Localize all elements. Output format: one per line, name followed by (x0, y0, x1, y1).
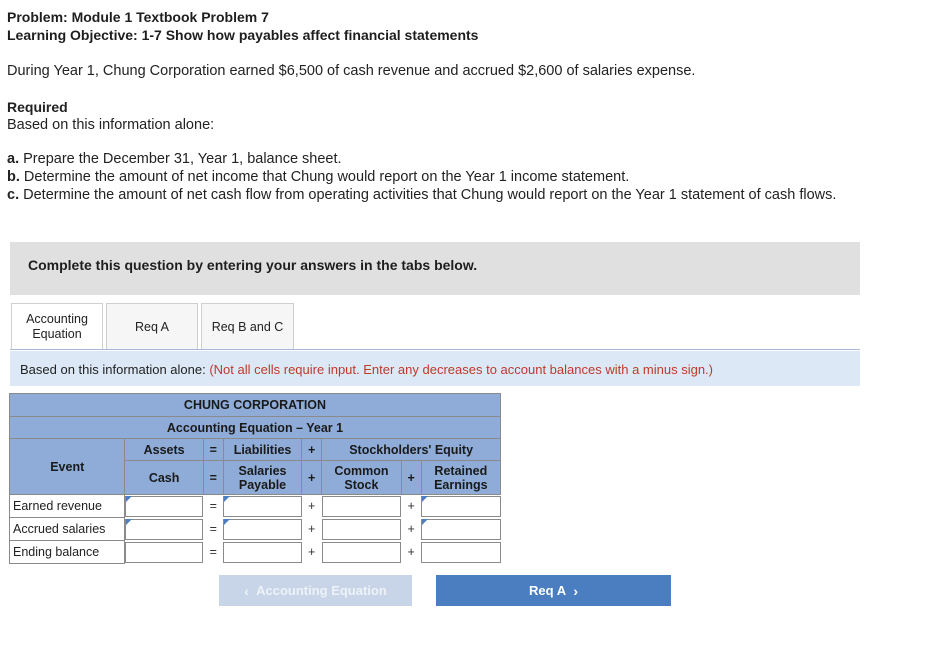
info-lead: Based on this information alone: (20, 362, 210, 377)
row-label: Earned revenue (10, 495, 125, 518)
plus-sign: + (401, 518, 421, 541)
cash-input[interactable] (125, 519, 203, 540)
prev-tab-button[interactable] (219, 575, 412, 606)
retained-earnings-input[interactable] (421, 542, 500, 563)
row-label: Accrued salaries (10, 518, 125, 541)
tab-label-line2: Equation (32, 326, 82, 341)
chevron-left-icon: ‹ (244, 582, 249, 599)
retained-earnings-input[interactable] (421, 496, 500, 517)
requirement-letter: a. (7, 151, 20, 167)
learning-objective: Learning Objective: 1-7 Show how payables affect financial statements (7, 27, 479, 43)
requirement-text: Determine the amount of net income that Chung would report on the Year 1 income statement. (23, 169, 630, 185)
salaries-payable-input[interactable] (223, 519, 301, 540)
table-row (10, 495, 501, 518)
retained-earnings-input[interactable] (421, 519, 500, 540)
tab-req-a[interactable] (106, 303, 198, 349)
table-row (10, 518, 501, 541)
equals-sign: = (203, 518, 223, 541)
cell-marker-icon (422, 496, 428, 502)
required-subtitle: Based on this information alone: (7, 117, 215, 133)
cell-marker-icon (126, 496, 132, 502)
equals-sign: = (203, 439, 223, 461)
common-stock-input[interactable] (322, 542, 401, 563)
accounting-equation-table (9, 393, 501, 564)
common-stock-input[interactable] (322, 519, 401, 540)
cash-input[interactable] (125, 542, 203, 563)
cell-marker-icon (126, 519, 132, 525)
header-line: Earnings (434, 477, 488, 492)
required-heading: Required (7, 99, 68, 115)
cash-input[interactable] (125, 496, 203, 517)
info-bar (10, 351, 860, 386)
table-subtitle: Accounting Equation – Year 1 (10, 417, 501, 439)
common-stock-header (322, 461, 401, 495)
liabilities-header: Liabilities (223, 439, 301, 461)
salaries-payable-input[interactable] (223, 542, 301, 563)
header-line: Payable (238, 477, 287, 492)
header-line: Salaries (238, 463, 287, 478)
info-note: (Not all cells require input. Enter any decreases to account balances with a minus sign.) (209, 362, 713, 377)
plus-sign: + (401, 495, 421, 518)
next-button-label: Req A (529, 583, 567, 598)
equals-sign: = (203, 495, 223, 518)
tab-divider (10, 349, 860, 350)
tab-accounting-equation[interactable] (11, 303, 103, 349)
requirement-letter: b. (7, 169, 20, 185)
tab-label-line1: Accounting (26, 311, 88, 326)
requirement-text: Determine the amount of net cash flow from operating activities that Chung would report on the Year 1 statement of cash flows. (23, 187, 837, 203)
plus-sign: + (302, 541, 322, 564)
plus-sign: + (302, 461, 322, 495)
header-line: Retained (434, 463, 488, 478)
instruction-text: Complete this question by entering your answers in the tabs below. (28, 257, 478, 273)
company-name: CHUNG CORPORATION (10, 394, 501, 417)
plus-sign: + (401, 461, 421, 495)
tab-label: Req B and C (211, 319, 284, 334)
instruction-banner (10, 242, 860, 295)
plus-sign: + (401, 541, 421, 564)
tab-label: Req A (134, 319, 170, 334)
salaries-payable-input[interactable] (223, 496, 301, 517)
chevron-right-icon: › (573, 582, 578, 599)
equals-sign: = (203, 461, 223, 495)
header-line: Stock (344, 477, 379, 492)
cash-header: Cash (125, 461, 203, 495)
row-label: Ending balance (10, 541, 125, 564)
problem-title: Problem: Module 1 Textbook Problem 7 (7, 9, 269, 25)
table-row (10, 541, 501, 564)
next-tab-button[interactable] (436, 575, 671, 606)
requirement-b (7, 169, 629, 185)
retained-earnings-header (421, 461, 500, 495)
requirement-c (7, 187, 836, 203)
cell-marker-icon (224, 496, 230, 502)
assets-header: Assets (125, 439, 203, 461)
event-header: Event (10, 439, 125, 495)
plus-sign: + (302, 518, 322, 541)
header-line: Common (334, 463, 389, 478)
cell-marker-icon (422, 519, 428, 525)
cell-marker-icon (224, 519, 230, 525)
info-text (20, 362, 713, 377)
tab-req-b-and-c[interactable] (201, 303, 294, 349)
requirement-letter: c. (7, 187, 20, 203)
salaries-payable-header (223, 461, 301, 495)
requirement-text: Prepare the December 31, Year 1, balance sheet. (23, 151, 342, 167)
problem-intro: During Year 1, Chung Corporation earned $6,500 of cash revenue and accrued $2,600 of salaries expense. (7, 63, 696, 79)
requirement-a (7, 151, 342, 167)
prev-button-label: Accounting Equation (256, 583, 387, 598)
equity-header: Stockholders' Equity (322, 439, 501, 461)
plus-sign: + (302, 439, 322, 461)
common-stock-input[interactable] (322, 496, 401, 517)
plus-sign: + (302, 495, 322, 518)
equals-sign: = (203, 541, 223, 564)
